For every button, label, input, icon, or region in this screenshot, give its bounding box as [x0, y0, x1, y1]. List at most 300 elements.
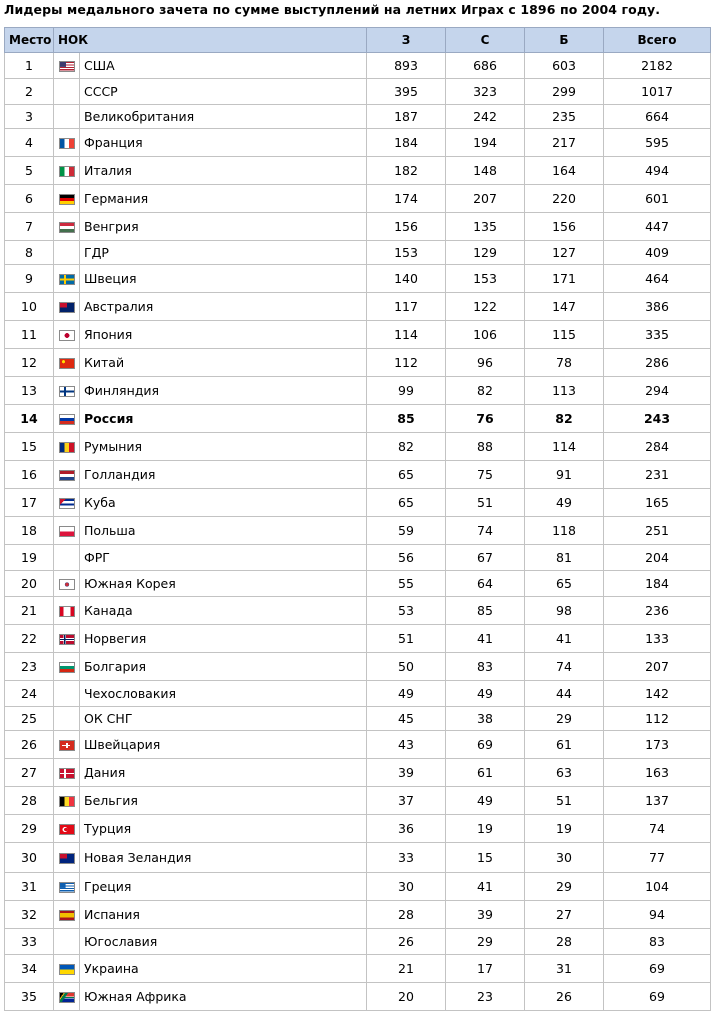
spain-flag-icon	[59, 910, 75, 921]
gold-count: 395	[367, 79, 446, 105]
table-row	[5, 405, 711, 433]
bronze-count: 156	[525, 213, 604, 241]
rank-cell: 26	[5, 731, 54, 759]
table-body	[5, 53, 711, 1011]
country-name: Норвегия	[80, 625, 367, 653]
gold-count: 50	[367, 653, 446, 681]
silver-count: 106	[446, 321, 525, 349]
total-count: 464	[604, 265, 711, 293]
flag-cell	[54, 321, 80, 349]
gold-count: 53	[367, 597, 446, 625]
country-name: Швеция	[80, 265, 367, 293]
gold-count: 30	[367, 873, 446, 901]
rank-cell: 33	[5, 929, 54, 955]
table-row	[5, 377, 711, 405]
total-count: 286	[604, 349, 711, 377]
country-name: Украина	[80, 955, 367, 983]
gold-count: 65	[367, 461, 446, 489]
flag-cell	[54, 759, 80, 787]
table-row	[5, 597, 711, 625]
gold-count: 33	[367, 843, 446, 873]
rank-cell: 5	[5, 157, 54, 185]
gold-count: 55	[367, 571, 446, 597]
gold-count: 187	[367, 105, 446, 129]
bronze-count: 171	[525, 265, 604, 293]
sweden-flag-icon	[59, 274, 75, 285]
flag-cell	[54, 265, 80, 293]
bronze-count: 29	[525, 707, 604, 731]
bulgaria-flag-icon	[59, 662, 75, 673]
country-name: Швейцария	[80, 731, 367, 759]
total-count: 69	[604, 955, 711, 983]
rank-cell: 25	[5, 707, 54, 731]
header-bronze: Б	[525, 28, 604, 53]
flag-cell	[54, 79, 80, 105]
rank-cell: 2	[5, 79, 54, 105]
rank-cell: 27	[5, 759, 54, 787]
flag-cell	[54, 349, 80, 377]
flag-cell	[54, 983, 80, 1011]
silver-count: 242	[446, 105, 525, 129]
flag-cell	[54, 843, 80, 873]
total-count: 409	[604, 241, 711, 265]
country-name: Дания	[80, 759, 367, 787]
country-name: Италия	[80, 157, 367, 185]
flag-cell	[54, 731, 80, 759]
silver-count: 41	[446, 625, 525, 653]
silver-count: 61	[446, 759, 525, 787]
country-name: Румыния	[80, 433, 367, 461]
table-row	[5, 105, 711, 129]
cuba-flag-icon	[59, 498, 75, 509]
rank-cell: 13	[5, 377, 54, 405]
rank-cell: 7	[5, 213, 54, 241]
south-korea-flag-icon	[59, 579, 75, 590]
gold-count: 56	[367, 545, 446, 571]
total-count: 601	[604, 185, 711, 213]
gold-count: 36	[367, 815, 446, 843]
total-count: 133	[604, 625, 711, 653]
canada-flag-icon	[59, 606, 75, 617]
gold-count: 82	[367, 433, 446, 461]
total-count: 142	[604, 681, 711, 707]
silver-count: 49	[446, 787, 525, 815]
germany-flag-icon	[59, 194, 75, 205]
table-row	[5, 681, 711, 707]
table-row	[5, 293, 711, 321]
table-row	[5, 707, 711, 731]
rank-cell: 22	[5, 625, 54, 653]
total-count: 112	[604, 707, 711, 731]
flag-cell	[54, 129, 80, 157]
flag-cell	[54, 625, 80, 653]
flag-cell	[54, 105, 80, 129]
gold-count: 28	[367, 901, 446, 929]
total-count: 77	[604, 843, 711, 873]
rank-cell: 6	[5, 185, 54, 213]
bronze-count: 98	[525, 597, 604, 625]
usa-flag-icon	[59, 61, 75, 72]
bronze-count: 65	[525, 571, 604, 597]
bronze-count: 74	[525, 653, 604, 681]
hungary-flag-icon	[59, 222, 75, 233]
bronze-count: 91	[525, 461, 604, 489]
medal-table	[4, 27, 711, 1011]
table-row	[5, 79, 711, 105]
italy-flag-icon	[59, 166, 75, 177]
turkey-flag-icon	[59, 824, 75, 835]
gold-count: 99	[367, 377, 446, 405]
total-count: 137	[604, 787, 711, 815]
total-count: 447	[604, 213, 711, 241]
bronze-count: 29	[525, 873, 604, 901]
table-row	[5, 843, 711, 873]
total-count: 83	[604, 929, 711, 955]
country-name: Новая Зеландия	[80, 843, 367, 873]
rank-cell: 34	[5, 955, 54, 983]
flag-cell	[54, 241, 80, 265]
silver-count: 96	[446, 349, 525, 377]
bronze-count: 113	[525, 377, 604, 405]
gold-count: 156	[367, 213, 446, 241]
country-name: Куба	[80, 489, 367, 517]
total-count: 173	[604, 731, 711, 759]
rank-cell: 20	[5, 571, 54, 597]
country-name: ГДР	[80, 241, 367, 265]
bronze-count: 51	[525, 787, 604, 815]
bronze-count: 49	[525, 489, 604, 517]
flag-cell	[54, 815, 80, 843]
table-row	[5, 955, 711, 983]
header-silver: С	[446, 28, 525, 53]
country-name: ФРГ	[80, 545, 367, 571]
greece-flag-icon	[59, 882, 75, 893]
silver-count: 23	[446, 983, 525, 1011]
total-count: 94	[604, 901, 711, 929]
flag-cell	[54, 517, 80, 545]
table-row	[5, 625, 711, 653]
gold-count: 117	[367, 293, 446, 321]
bronze-count: 220	[525, 185, 604, 213]
silver-count: 148	[446, 157, 525, 185]
table-row	[5, 653, 711, 681]
table-row	[5, 901, 711, 929]
country-name: Турция	[80, 815, 367, 843]
ukraine-flag-icon	[59, 964, 75, 975]
flag-cell	[54, 787, 80, 815]
rank-cell: 3	[5, 105, 54, 129]
rank-cell: 16	[5, 461, 54, 489]
gold-count: 45	[367, 707, 446, 731]
rank-cell: 9	[5, 265, 54, 293]
flag-cell	[54, 873, 80, 901]
rank-cell: 1	[5, 53, 54, 79]
silver-count: 39	[446, 901, 525, 929]
table-row	[5, 53, 711, 79]
bronze-count: 41	[525, 625, 604, 653]
rank-cell: 23	[5, 653, 54, 681]
gold-count: 59	[367, 517, 446, 545]
table-row	[5, 265, 711, 293]
country-name: Греция	[80, 873, 367, 901]
silver-count: 194	[446, 129, 525, 157]
total-count: 664	[604, 105, 711, 129]
flag-cell	[54, 293, 80, 321]
france-flag-icon	[59, 138, 75, 149]
rank-cell: 24	[5, 681, 54, 707]
silver-count: 69	[446, 731, 525, 759]
flag-cell	[54, 597, 80, 625]
total-count: 207	[604, 653, 711, 681]
table-row	[5, 489, 711, 517]
silver-count: 135	[446, 213, 525, 241]
rank-cell: 15	[5, 433, 54, 461]
silver-count: 17	[446, 955, 525, 983]
silver-count: 51	[446, 489, 525, 517]
rank-cell: 14	[5, 405, 54, 433]
header-rank: Место	[5, 28, 54, 53]
norway-flag-icon	[59, 634, 75, 645]
bronze-count: 63	[525, 759, 604, 787]
gold-count: 20	[367, 983, 446, 1011]
belgium-flag-icon	[59, 796, 75, 807]
gold-count: 184	[367, 129, 446, 157]
gold-count: 39	[367, 759, 446, 787]
table-row	[5, 787, 711, 815]
country-name: Венгрия	[80, 213, 367, 241]
flag-cell	[54, 681, 80, 707]
silver-count: 323	[446, 79, 525, 105]
country-name: Китай	[80, 349, 367, 377]
romania-flag-icon	[59, 442, 75, 453]
rank-cell: 32	[5, 901, 54, 929]
country-name: СССР	[80, 79, 367, 105]
rank-cell: 10	[5, 293, 54, 321]
bronze-count: 127	[525, 241, 604, 265]
gold-count: 140	[367, 265, 446, 293]
country-name: Польша	[80, 517, 367, 545]
total-count: 163	[604, 759, 711, 787]
country-name: Франция	[80, 129, 367, 157]
header-gold: З	[367, 28, 446, 53]
flag-cell	[54, 157, 80, 185]
table-row	[5, 545, 711, 571]
table-row	[5, 731, 711, 759]
country-name: Бельгия	[80, 787, 367, 815]
silver-count: 76	[446, 405, 525, 433]
table-row	[5, 929, 711, 955]
switzerland-flag-icon	[59, 740, 75, 751]
gold-count: 153	[367, 241, 446, 265]
total-count: 231	[604, 461, 711, 489]
table-row	[5, 433, 711, 461]
rank-cell: 18	[5, 517, 54, 545]
silver-count: 19	[446, 815, 525, 843]
table-row	[5, 185, 711, 213]
bronze-count: 31	[525, 955, 604, 983]
total-count: 1017	[604, 79, 711, 105]
total-count: 236	[604, 597, 711, 625]
flag-cell	[54, 185, 80, 213]
bronze-count: 19	[525, 815, 604, 843]
rank-cell: 30	[5, 843, 54, 873]
table-row	[5, 815, 711, 843]
poland-flag-icon	[59, 526, 75, 537]
table-row	[5, 129, 711, 157]
gold-count: 85	[367, 405, 446, 433]
gold-count: 43	[367, 731, 446, 759]
country-name: Испания	[80, 901, 367, 929]
silver-count: 41	[446, 873, 525, 901]
country-name: Южная Корея	[80, 571, 367, 597]
gold-count: 49	[367, 681, 446, 707]
gold-count: 65	[367, 489, 446, 517]
country-name: Австралия	[80, 293, 367, 321]
rank-cell: 8	[5, 241, 54, 265]
country-name: Чехословакия	[80, 681, 367, 707]
rank-cell: 21	[5, 597, 54, 625]
flag-cell	[54, 901, 80, 929]
denmark-flag-icon	[59, 768, 75, 779]
country-name: Япония	[80, 321, 367, 349]
total-count: 595	[604, 129, 711, 157]
flag-cell	[54, 955, 80, 983]
bronze-count: 61	[525, 731, 604, 759]
bronze-count: 147	[525, 293, 604, 321]
silver-count: 67	[446, 545, 525, 571]
country-name: Финляндия	[80, 377, 367, 405]
bronze-count: 115	[525, 321, 604, 349]
silver-count: 686	[446, 53, 525, 79]
table-row	[5, 349, 711, 377]
silver-count: 75	[446, 461, 525, 489]
silver-count: 49	[446, 681, 525, 707]
rank-cell: 35	[5, 983, 54, 1011]
gold-count: 21	[367, 955, 446, 983]
flag-cell	[54, 433, 80, 461]
table-row	[5, 241, 711, 265]
silver-count: 64	[446, 571, 525, 597]
total-count: 284	[604, 433, 711, 461]
country-name: Германия	[80, 185, 367, 213]
bronze-count: 78	[525, 349, 604, 377]
country-name: ОК СНГ	[80, 707, 367, 731]
total-count: 104	[604, 873, 711, 901]
bronze-count: 217	[525, 129, 604, 157]
table-row	[5, 873, 711, 901]
finland-flag-icon	[59, 386, 75, 397]
flag-cell	[54, 653, 80, 681]
rank-cell: 17	[5, 489, 54, 517]
bronze-count: 30	[525, 843, 604, 873]
rank-cell: 12	[5, 349, 54, 377]
flag-cell	[54, 377, 80, 405]
china-flag-icon	[59, 358, 75, 369]
bronze-count: 44	[525, 681, 604, 707]
total-count: 69	[604, 983, 711, 1011]
table-row	[5, 321, 711, 349]
total-count: 243	[604, 405, 711, 433]
russia-flag-icon	[59, 414, 75, 425]
silver-count: 85	[446, 597, 525, 625]
silver-count: 83	[446, 653, 525, 681]
bronze-count: 114	[525, 433, 604, 461]
japan-flag-icon	[59, 330, 75, 341]
table-row	[5, 759, 711, 787]
flag-cell	[54, 213, 80, 241]
table-row	[5, 157, 711, 185]
total-count: 335	[604, 321, 711, 349]
gold-count: 26	[367, 929, 446, 955]
silver-count: 88	[446, 433, 525, 461]
gold-count: 37	[367, 787, 446, 815]
silver-count: 122	[446, 293, 525, 321]
bronze-count: 81	[525, 545, 604, 571]
rank-cell: 19	[5, 545, 54, 571]
netherlands-flag-icon	[59, 470, 75, 481]
total-count: 386	[604, 293, 711, 321]
country-name: Голландия	[80, 461, 367, 489]
table-row	[5, 517, 711, 545]
country-name: Россия	[80, 405, 367, 433]
country-name: Великобритания	[80, 105, 367, 129]
silver-count: 153	[446, 265, 525, 293]
rank-cell: 31	[5, 873, 54, 901]
flag-cell	[54, 53, 80, 79]
total-count: 204	[604, 545, 711, 571]
flag-cell	[54, 405, 80, 433]
table-row	[5, 461, 711, 489]
country-name: США	[80, 53, 367, 79]
gold-count: 114	[367, 321, 446, 349]
silver-count: 74	[446, 517, 525, 545]
country-name: Южная Африка	[80, 983, 367, 1011]
total-count: 294	[604, 377, 711, 405]
silver-count: 207	[446, 185, 525, 213]
total-count: 74	[604, 815, 711, 843]
flag-cell	[54, 929, 80, 955]
gold-count: 112	[367, 349, 446, 377]
south-africa-flag-icon	[59, 992, 75, 1003]
flag-cell	[54, 707, 80, 731]
total-count: 2182	[604, 53, 711, 79]
silver-count: 15	[446, 843, 525, 873]
gold-count: 182	[367, 157, 446, 185]
table-row	[5, 983, 711, 1011]
bronze-count: 299	[525, 79, 604, 105]
bronze-count: 235	[525, 105, 604, 129]
gold-count: 51	[367, 625, 446, 653]
silver-count: 82	[446, 377, 525, 405]
gold-count: 174	[367, 185, 446, 213]
rank-cell: 11	[5, 321, 54, 349]
country-name: Болгария	[80, 653, 367, 681]
rank-cell: 4	[5, 129, 54, 157]
bronze-count: 603	[525, 53, 604, 79]
flag-cell	[54, 571, 80, 597]
flag-cell	[54, 545, 80, 571]
table-row	[5, 213, 711, 241]
bronze-count: 27	[525, 901, 604, 929]
header-row	[5, 28, 711, 53]
country-name: Югославия	[80, 929, 367, 955]
flag-cell	[54, 489, 80, 517]
bronze-count: 164	[525, 157, 604, 185]
page-title: Лидеры медального зачета по сумме выступлений на летних Играх с 1896 по 2004 году.	[4, 2, 661, 17]
bronze-count: 118	[525, 517, 604, 545]
silver-count: 29	[446, 929, 525, 955]
country-name: Канада	[80, 597, 367, 625]
